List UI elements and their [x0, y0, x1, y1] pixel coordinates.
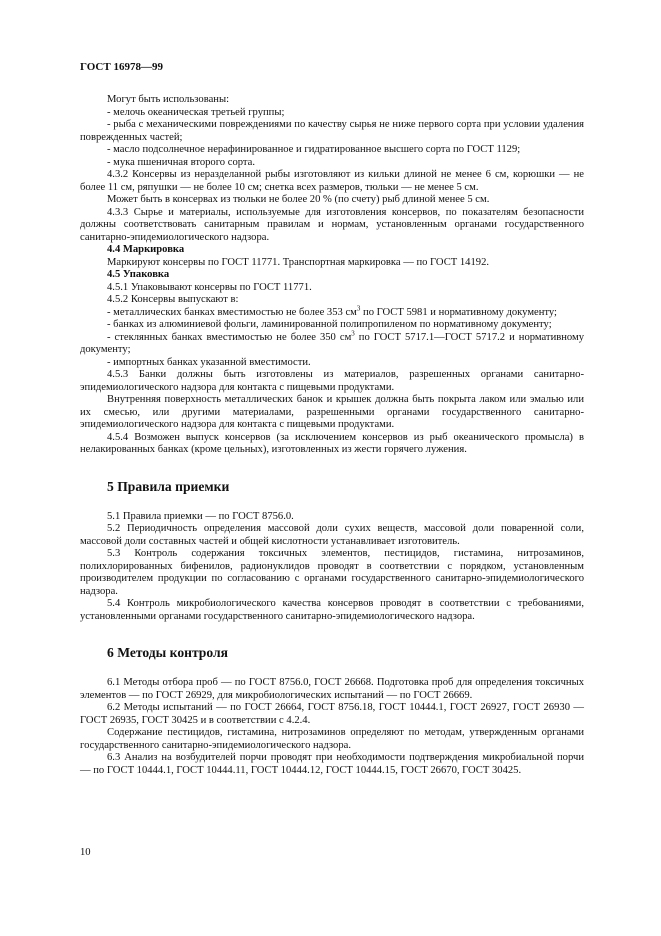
clause-4-5-4: 4.5.4 Возможен выпуск консервов (за исключением консервов из рыб океанического промысла) в нелакированных банках (кроме цельных), изготовленных из жести горячего лужения. — [80, 431, 584, 455]
section-heading-6: 6 Методы контроля — [107, 645, 228, 660]
list-item-text: - металлических банках вместимостью не более 353 см — [107, 306, 357, 318]
list-item: - импортных банках указанной вместимости. — [107, 356, 311, 368]
list-item: - банках из алюминиевой фольги, ламинированной полипропиленом по нормативному документу; — [107, 319, 552, 330]
paragraph: Может быть в консервах из тюльки не более 20 % (по счету) рыб длиной менее 5 см. — [107, 194, 490, 205]
list-item — [80, 303, 584, 320]
clause-4-3-2: 4.3.2 Консервы из неразделанной рыбы изготовляют из кильки длиной не менее 6 см, корюшки — не более 11 см, ряпушки — не более 10 см; снетка всех размеров, тюльки — не менее 5 см. — [80, 169, 584, 193]
clause-6-2: 6.2 Методы испытаний — по ГОСТ 26664, ГОСТ 8756.18, ГОСТ 10444.1, ГОСТ 26927, ГОСТ 26930 — ГОСТ 26935, ГОСТ 30425 и в соответствии с 4.2.4. — [80, 702, 584, 726]
superscript: 3 — [351, 328, 355, 337]
document-body — [80, 94, 584, 777]
list-item-text: по ГОСТ 5981 и нормативному документу; — [360, 306, 557, 318]
list-item: - мелочь океаническая третьей группы; — [107, 106, 285, 118]
list-item: - масло подсолнечное нерафинированное и гидратированное высшего сорта по ГОСТ 1129; — [107, 144, 521, 155]
list-item: - рыба с механическими повреждениями по качеству сырья не ниже первого сорта при условии удаления поврежденных частей; — [80, 119, 584, 143]
subsection-heading-4-4: 4.4 Маркировка — [107, 244, 185, 255]
clause-6-3: 6.3 Анализ на возбудителей порчи проводят при необходимости подтверждения микробиальной порчи — по ГОСТ 10444.1, ГОСТ 10444.11, ГОСТ 10444.12, ГОСТ 10444.15, ГОСТ 26670, ГОСТ 30425. — [80, 752, 584, 776]
clause-4-5-1: 4.5.1 Упаковывают консервы по ГОСТ 11771. — [107, 281, 312, 293]
clause-5-3: 5.3 Контроль содержания токсичных элементов, пестицидов, гистамина, нитрозаминов, полихлорированных бифенилов, радионуклидов проводят в соответствии с порядком, установленным производителем продукции по согласованию с органами государственного санитарно-эпидемиологического надзора. — [80, 548, 584, 597]
clause-4-3-3: 4.3.3 Сырье и материалы, используемые для изготовления консервов, по показателям безопасности должны соответствовать санитарным правилам и нормам, установленным органами государственного санитарно-эпидемиологического надзора. — [80, 206, 584, 243]
paragraph: Маркируют консервы по ГОСТ 11771. Транспортная маркировка — по ГОСТ 14192. — [107, 256, 490, 268]
clause-5-1: 5.1 Правила приемки — по ГОСТ 8756.0. — [107, 510, 294, 522]
superscript: 3 — [356, 303, 361, 312]
clause-5-4: 5.4 Контроль микробиологического качества консервов проводят в соответствии с требованиями, установленными органами государственного санитарно-эпидемиологического надзора. — [80, 598, 584, 622]
clause-4-5-2: 4.5.2 Консервы выпускают в: — [107, 294, 239, 305]
list-item-text: - стеклянных банках вместимостью не более 350 см — [107, 331, 352, 343]
paragraph: Содержание пестицидов, гистамина, нитрозаминов определяют по методам, утвержденным органами государственного санитарно-эпидемиологического надзора. — [80, 727, 584, 751]
list-item — [80, 328, 584, 357]
clause-6-1: 6.1 Методы отбора проб — по ГОСТ 8756.0, ГОСТ 26668. Подготовка проб для определения токсичных элементов — по ГОСТ 26929, для микробиологических испытаний — по ГОСТ 26669. — [80, 677, 584, 701]
list-item: - мука пшеничная второго сорта. — [107, 156, 256, 168]
list-item-text: по ГОСТ 5717.1—ГОСТ 5717.2 и нормативному документу; — [80, 331, 584, 355]
document-header: ГОСТ 16978—99 — [80, 61, 163, 73]
subsection-heading-4-5: 4.5 Упаковка — [107, 269, 170, 280]
clause-5-2: 5.2 Периодичность определения массовой доли сухих веществ, массовой доли поваренной соли, массовой доли составных частей и общей кислотности устанавливает изготовитель. — [80, 523, 584, 547]
clause-4-5-3: 4.5.3 Банки должны быть изготовлены из материалов, разрешенных органами санитарно-эпидемиологического надзора для контакта с пищевыми продуктами. — [80, 369, 584, 393]
paragraph: Внутренняя поверхность металлических банок и крышек должна быть покрыта лаком или эмалью или их смесью, или другими материалами, разрешенными органами государственного санитарно-эпидемиологического надзора для контакта с пищевыми продуктами. — [80, 394, 584, 430]
paragraph: Могут быть использованы: — [107, 94, 230, 105]
page-number: 10 — [80, 847, 91, 858]
section-heading-5: 5 Правила приемки — [107, 478, 230, 494]
